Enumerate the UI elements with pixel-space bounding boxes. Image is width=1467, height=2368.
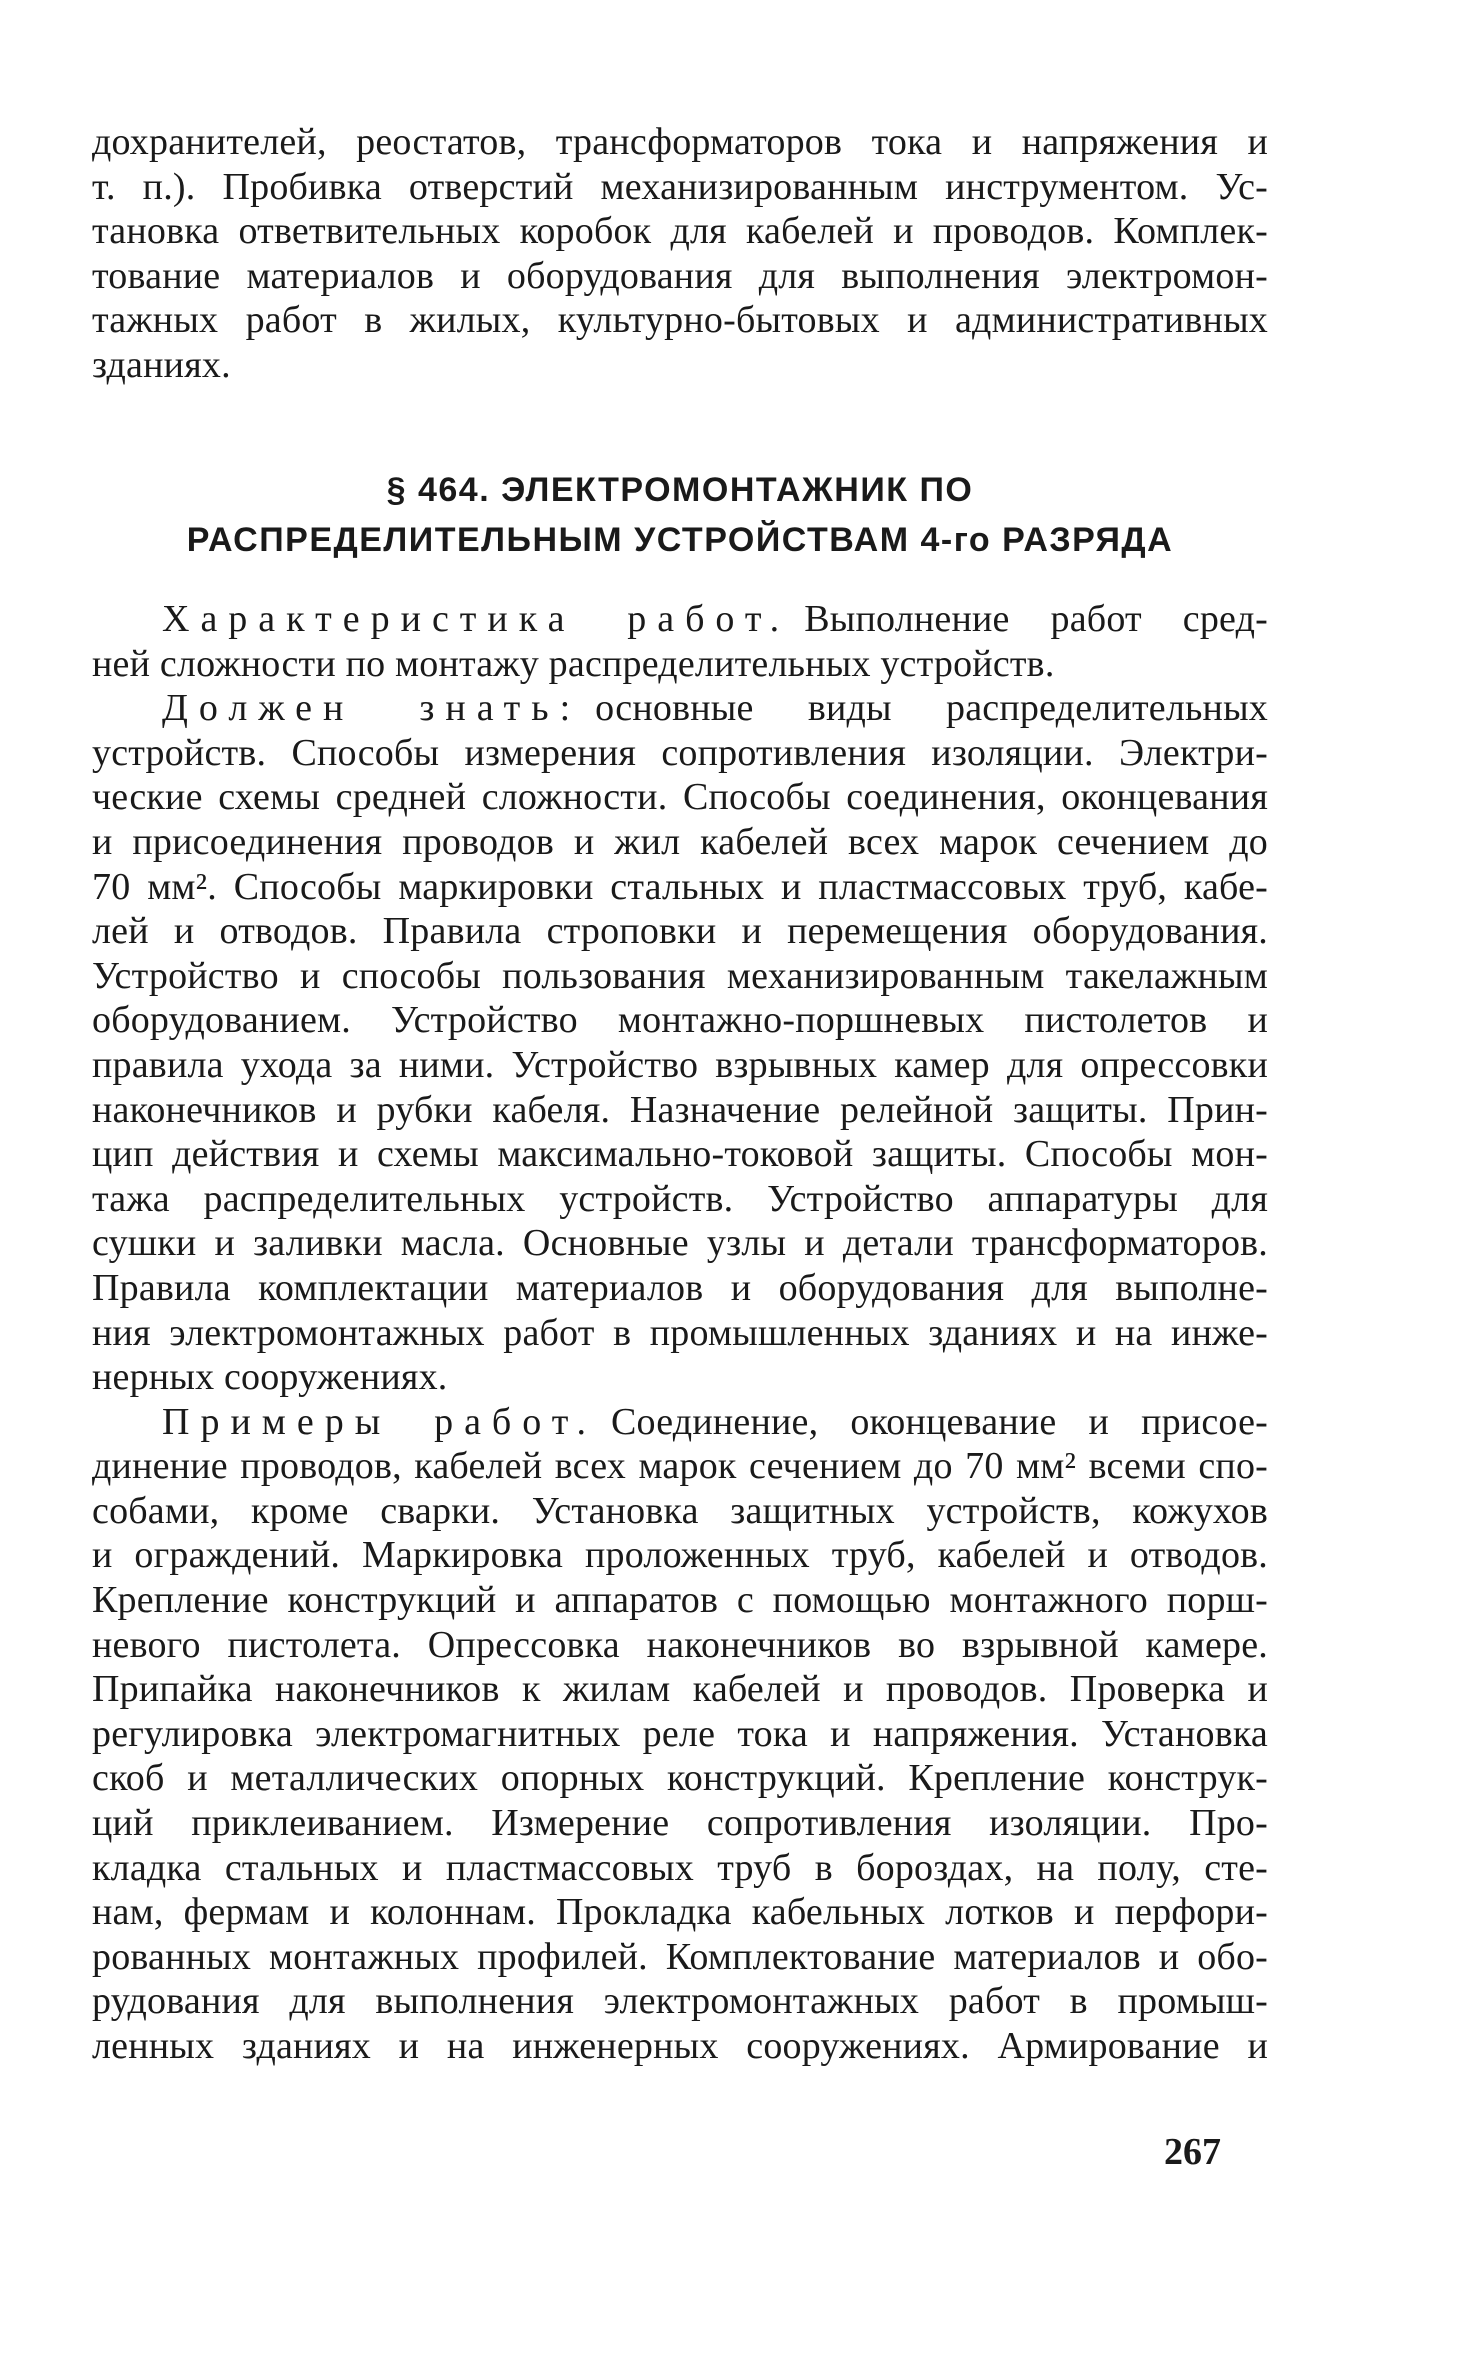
section-heading	[92, 465, 1268, 565]
characteristics-label: Характеристика работ.	[162, 598, 791, 640]
page-number: 267	[1164, 2131, 1221, 2173]
text-line: динение проводов, кабелей всех марок сечением до 70 мм² всеми спо-	[92, 1445, 1268, 1488]
must-know-label: Должен знать:	[162, 687, 582, 730]
text-line: невого пистолета. Опрессовка наконечников во взрывной камере.	[92, 1623, 1268, 1666]
text-line: устройств. Способы измерения сопротивления изоляции. Электри-	[92, 731, 1268, 774]
intro-paragraph	[92, 120, 1268, 388]
section-body	[92, 597, 1268, 2069]
text-line	[92, 1400, 1268, 1445]
must-know-paragraph	[92, 686, 1268, 1400]
text-line: нам, фермам и колоннам. Прокладка кабельных лотков и перфори-	[92, 1891, 1268, 1934]
text-line: Устройство и способы пользования механизированным такелажным	[92, 954, 1268, 997]
text-line: наконечников и рубки кабеля. Назначение релейной защиты. Прин-	[92, 1088, 1268, 1131]
text-line: нерных сооружениях.	[92, 1356, 448, 1399]
text-line: ленных зданиях и на инженерных сооружениях. Армирование и	[92, 2025, 1268, 2067]
text-line: Правила комплектации материалов и оборудования для выполне-	[92, 1266, 1268, 1309]
text-line: ния электромонтажных работ в промышленных зданиях и на инже-	[92, 1311, 1268, 1354]
text-line: скоб и металлических опорных конструкций. Крепление конструк-	[92, 1757, 1268, 1800]
text-line: рованных монтажных профилей. Комплектование материалов и обо-	[92, 1935, 1268, 1978]
text-line: тование материалов и оборудования для выполнения электромон-	[92, 254, 1268, 297]
text-line: тажа распределительных устройств. Устройство аппаратуры для	[92, 1177, 1268, 1220]
examples-first-line: Соединение, оконцевание и присое-	[611, 1400, 1268, 1443]
must-know-first-line: основные виды распределительных	[595, 687, 1269, 730]
section-heading-line-1: § 464. ЭЛЕКТРОМОНТАЖНИК ПО	[386, 471, 974, 509]
text-line: зданиях.	[92, 343, 231, 386]
text-line: рудования для выполнения электромонтажных работ в промыш-	[92, 1980, 1268, 2023]
examples-label: Примеры работ.	[162, 1400, 598, 1443]
text-line: и ограждений. Маркировка проложенных труб, кабелей и отводов.	[92, 1534, 1268, 1577]
text-line: Припайка наконечников к жилам кабелей и проводов. Проверка и	[92, 1668, 1268, 1711]
text-line: ческие схемы средней сложности. Способы соединения, оконцевания	[92, 776, 1268, 819]
text-line: сушки и заливки масла. Основные узлы и детали трансформаторов.	[92, 1222, 1268, 1265]
text-line: оборудованием. Устройство монтажно-поршневых пистолетов и	[92, 999, 1268, 1042]
text-line: дохранителей, реостатов, трансформаторов тока и напряжения и	[92, 121, 1268, 163]
text-line: тажных работ в жилых, культурно-бытовых и административных	[92, 299, 1268, 342]
text-line	[92, 686, 1268, 731]
text-line: кладка стальных и пластмассовых труб в бороздах, на полу, сте-	[92, 1846, 1268, 1889]
text-line: лей и отводов. Правила строповки и перемещения оборудования.	[92, 910, 1268, 953]
text-line: т. п.). Пробивка отверстий механизированным инструментом. Ус-	[92, 165, 1268, 208]
text-line: регулировка электромагнитных реле тока и напряжения. Установка	[92, 1712, 1268, 1755]
text-line: правила ухода за ними. Устройство взрывных камер для опрессовки	[92, 1043, 1268, 1086]
text-line: ций приклеиванием. Измерение сопротивления изоляции. Про-	[92, 1802, 1268, 1845]
text-line	[92, 597, 1268, 642]
text-line: собами, кроме сварки. Установка защитных устройств, кожухов	[92, 1489, 1268, 1532]
text-line: и присоединения проводов и жил кабелей всех марок сечением до	[92, 820, 1268, 863]
examples-paragraph	[92, 1400, 1268, 2069]
text-line: 70 мм². Способы маркировки стальных и пластмассовых труб, кабе-	[92, 865, 1268, 908]
section-heading-line-2: РАСПРЕДЕЛИТЕЛЬНЫМ УСТРОЙСТВАМ 4-го РАЗРЯДА	[186, 521, 1174, 559]
text-line: ней сложности по монтажу распределительных устройств.	[92, 642, 1055, 685]
text-line: Крепление конструкций и аппаратов с помощью монтажного порш-	[92, 1579, 1268, 1622]
text-line: цип действия и схемы максимально-токовой защиты. Способы мон-	[92, 1133, 1268, 1176]
characteristics-paragraph	[92, 597, 1268, 686]
text-line: тановка ответвительных коробок для кабелей и проводов. Комплек-	[92, 210, 1268, 253]
characteristics-first-line: Выполнение работ сред-	[804, 598, 1268, 640]
